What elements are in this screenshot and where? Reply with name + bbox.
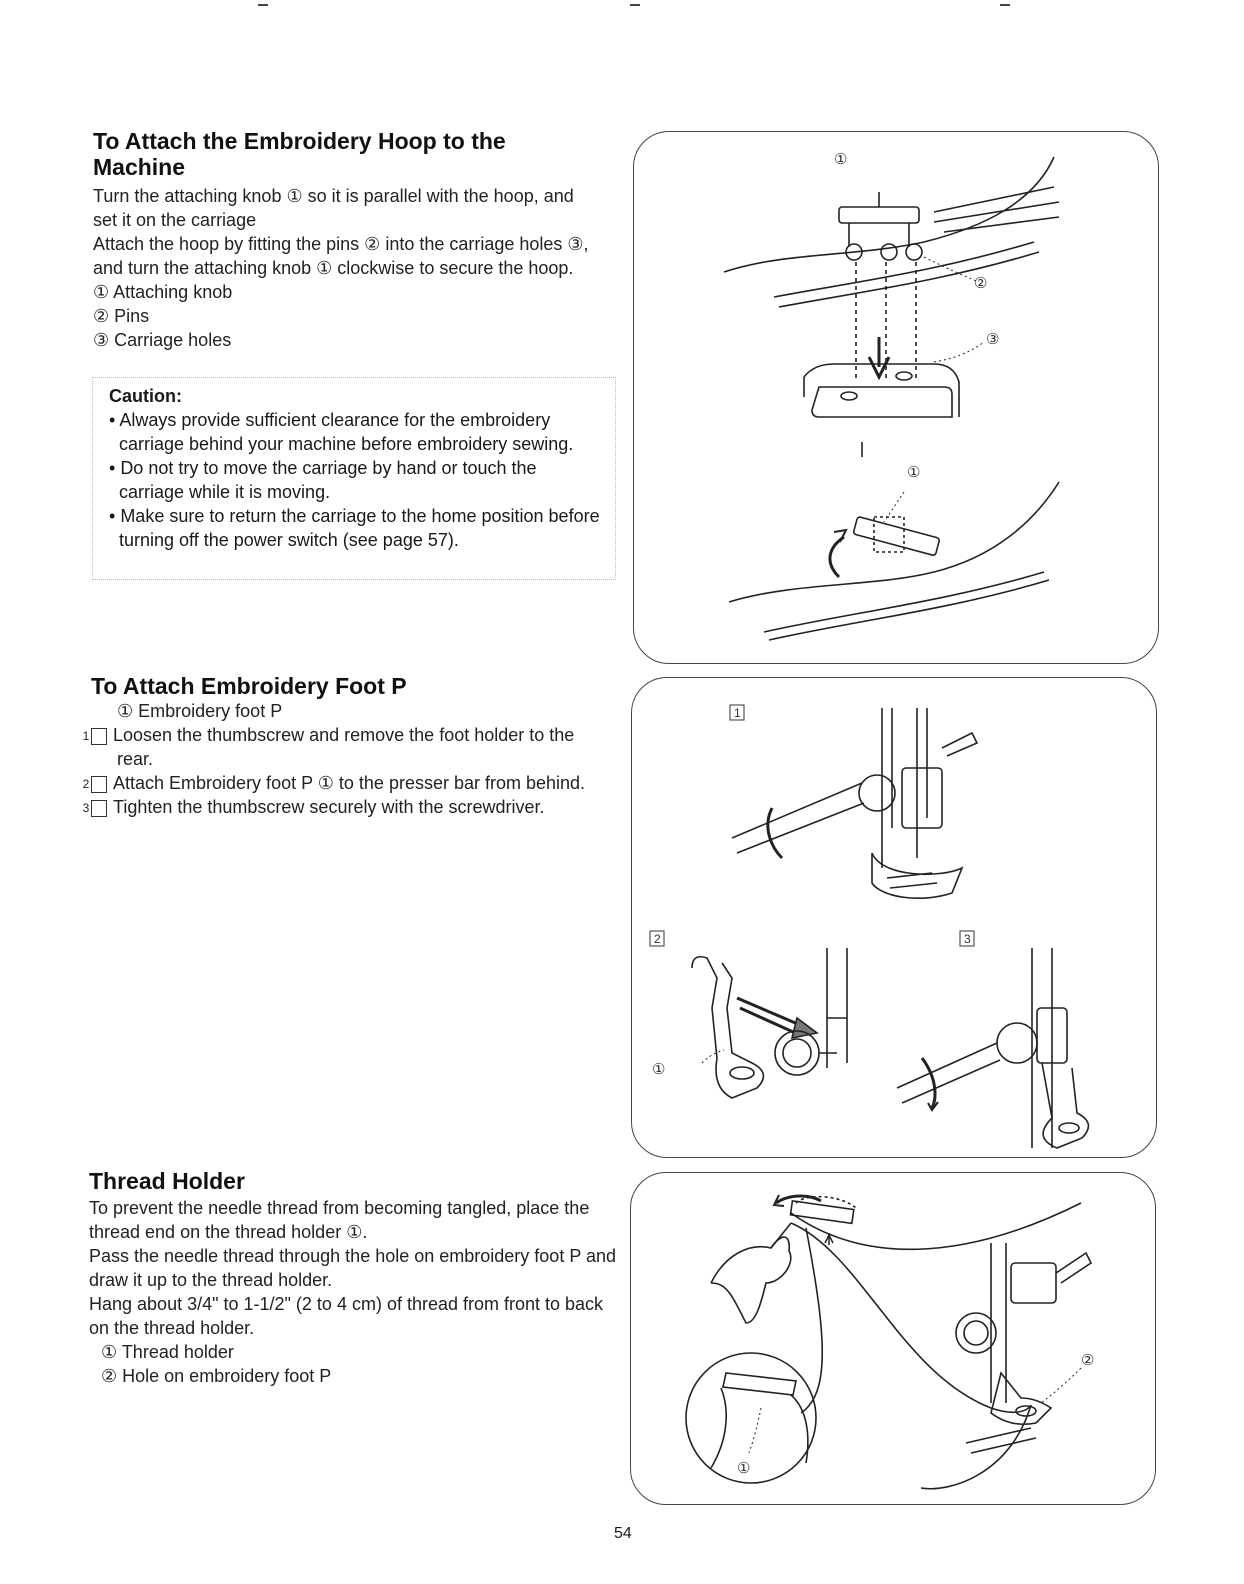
callout-thread-holder: ① [737, 1459, 751, 1477]
thread-holder-illustration [631, 1173, 1156, 1505]
foot-step-3: 3 Tighten the thumbscrew securely with the screwdriver. [82, 797, 545, 817]
callout-pins: ② [974, 274, 988, 292]
thread-legend-1: ① Thread holder [101, 1342, 234, 1362]
fig-step-label-3: 3 [964, 932, 971, 946]
foot-attach-figure [631, 677, 1157, 1158]
section-foot-title-wrap [91, 673, 591, 699]
section-thread-title-wrap [89, 1168, 589, 1194]
hoop-attach-figure [633, 131, 1159, 664]
foot-attach-illustration [632, 678, 1157, 1158]
thread-holder [790, 1201, 853, 1223]
hoop-paragraph-1: Turn the attaching knob ① so it is parallel with the hoop, and set it on the carriage [93, 186, 574, 230]
foot-step-2: 2 Attach Embroidery foot P ① to the presser bar from behind. [82, 773, 586, 793]
top-mark [630, 0, 640, 6]
section-thread-body [89, 1196, 617, 1388]
machine-arm-edge [791, 1203, 1081, 1249]
top-mark [258, 0, 268, 6]
top-mark [1000, 0, 1010, 6]
callout-foot: ① [652, 1060, 666, 1078]
section-hoop-title-wrap [93, 128, 563, 180]
hoop-edge [724, 157, 1054, 272]
detail-circle [686, 1353, 816, 1483]
callout-knob: ① [834, 150, 848, 168]
section-hoop-title: To Attach the Embroidery Hoop to the Machine [93, 128, 506, 180]
caution-item: • Make sure to return the carriage to the home position before turning off the power switch (see page 57). [109, 506, 600, 550]
caution-title: Caution: [109, 386, 182, 406]
attaching-knob [839, 207, 919, 223]
section-foot-body [82, 699, 596, 819]
hoop-legend-3: ③ Carriage holes [93, 330, 232, 350]
callout-foot-hole: ② [1081, 1351, 1095, 1369]
foot-legend: ① Embroidery foot P [117, 701, 283, 721]
thread-paragraph-2: Pass the needle thread through the hole on embroidery foot P and draw it up to the thread holder. [89, 1246, 617, 1290]
section-foot-title: To Attach Embroidery Foot P [91, 673, 407, 699]
screwdriver-2 [897, 1043, 1000, 1103]
thread-paragraph-1: To prevent the needle thread from becoming tangled, place the thread end on the thread holder ①. [89, 1198, 590, 1242]
section-hoop-body [93, 184, 598, 352]
caution-box [92, 377, 616, 580]
callout-knob-2: ① [907, 463, 921, 481]
thread-holder-figure [630, 1172, 1156, 1505]
caution-item: • Always provide sufficient clearance for the embroidery carriage behind your machine before embroidery sewing. [109, 410, 574, 454]
hoop-rail [774, 242, 1034, 297]
fig-step-label-1: 1 [734, 706, 741, 720]
hoop-legend-1: ① Attaching knob [93, 282, 233, 302]
section-thread-title: Thread Holder [89, 1168, 245, 1194]
screwdriver [732, 783, 864, 853]
thread-legend-2: ② Hole on embroidery foot P [101, 1366, 332, 1386]
hoop-legend-2: ② Pins [93, 306, 150, 326]
page-number: 54 [614, 1525, 632, 1542]
hoop-attach-illustration [634, 132, 1159, 664]
hoop-paragraph-2: Attach the hoop by fitting the pins ② into the carriage holes ③, and turn the attaching knob ① clockwise to secure the hoop. [93, 234, 589, 278]
thread-paragraph-3: Hang about 3/4" to 1-1/2" (2 to 4 cm) of thread from front to back on the thread holder. [89, 1294, 604, 1338]
foot-step-1: 1 Loosen the thumbscrew and remove the foot holder to the rear. [82, 725, 575, 769]
caution-item: • Do not try to move the carriage by hand or touch the carriage while it is moving. [109, 458, 537, 502]
fig-step-label-2: 2 [654, 932, 661, 946]
callout-holes: ③ [986, 330, 1000, 348]
